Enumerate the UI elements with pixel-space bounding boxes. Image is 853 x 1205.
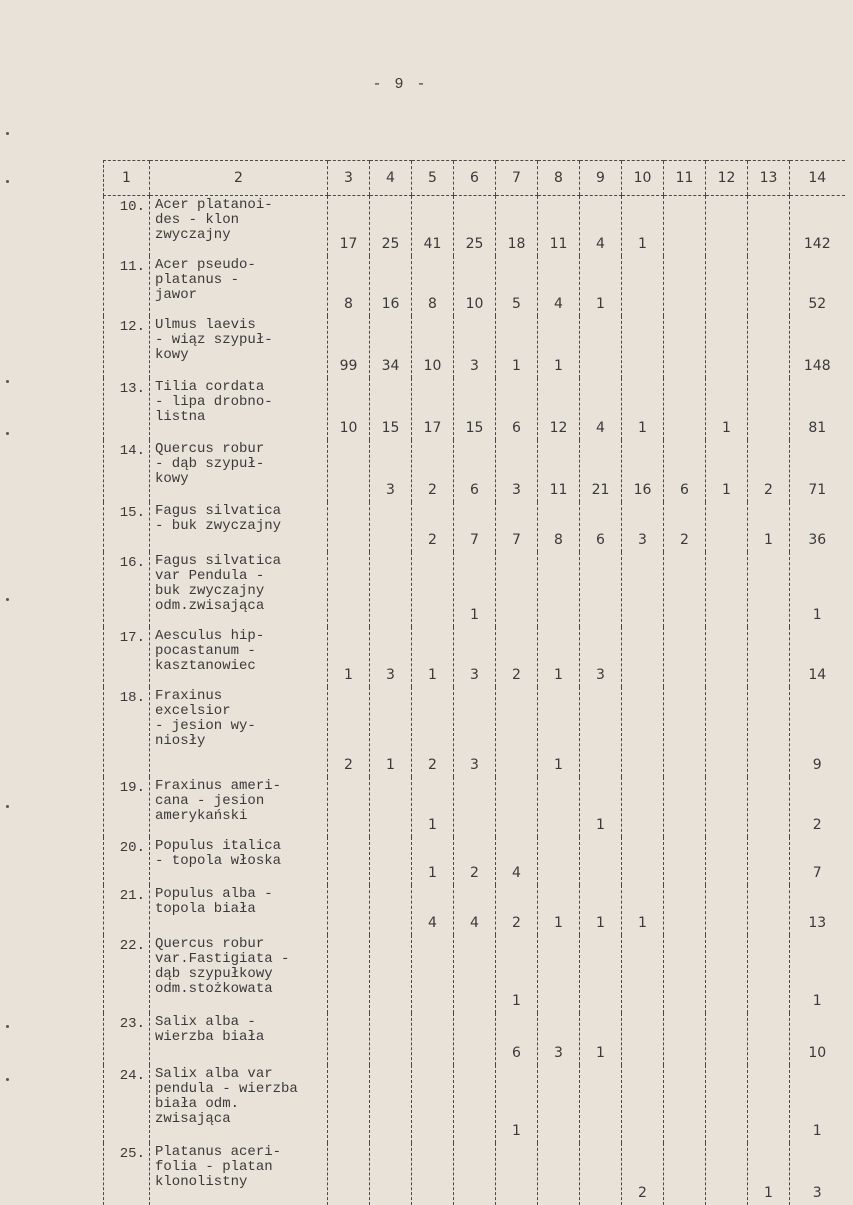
row-number: 24.	[104, 1065, 150, 1143]
species-name: Salix alba var pendula - wierzba biała odm. zwisająca	[150, 1065, 328, 1143]
count-cell	[622, 316, 664, 378]
count-cell	[748, 1013, 790, 1065]
column-header-12: 12	[706, 161, 748, 196]
count-cell	[622, 687, 664, 777]
count-cell	[328, 1065, 370, 1143]
column-header-2: 2	[150, 161, 328, 196]
count-cell: 2	[622, 1143, 664, 1205]
row-number: 19.	[104, 777, 150, 837]
row-number: 23.	[104, 1013, 150, 1065]
count-cell	[328, 1013, 370, 1065]
table-row	[104, 196, 845, 256]
count-cell: 2	[328, 687, 370, 777]
row-number: 18.	[104, 687, 150, 777]
table-row	[104, 837, 845, 885]
species-name: Acer platanoi- des - klon zwyczajny	[150, 196, 328, 256]
row-number: 21.	[104, 885, 150, 935]
count-cell: 12	[538, 378, 580, 440]
count-cell	[706, 885, 748, 935]
row-number: 11.	[104, 256, 150, 316]
count-cell	[328, 552, 370, 627]
table-row	[104, 552, 845, 627]
species-name: Populus italica - topola włoska	[150, 837, 328, 885]
column-header-13: 13	[748, 161, 790, 196]
count-cell: 1	[538, 885, 580, 935]
count-cell	[370, 1013, 412, 1065]
count-cell: 6	[454, 440, 496, 502]
count-cell	[412, 1143, 454, 1205]
row-total: 142	[790, 196, 845, 256]
count-cell	[538, 552, 580, 627]
count-cell	[412, 1065, 454, 1143]
count-cell	[412, 1013, 454, 1065]
count-cell	[664, 627, 706, 687]
count-cell	[622, 935, 664, 1013]
margin-mark	[6, 1025, 9, 1028]
count-cell	[706, 256, 748, 316]
margin-mark	[6, 805, 9, 808]
row-number: 22.	[104, 935, 150, 1013]
count-cell: 2	[496, 885, 538, 935]
row-number: 16.	[104, 552, 150, 627]
species-name: Quercus robur var.Fastigiata - dąb szypułkowy odm.stożkowata	[150, 935, 328, 1013]
count-cell: 1	[328, 627, 370, 687]
count-cell	[328, 885, 370, 935]
count-cell: 21	[580, 440, 622, 502]
count-cell: 1	[496, 316, 538, 378]
row-total: 52	[790, 256, 845, 316]
count-cell: 1	[412, 627, 454, 687]
count-cell: 3	[580, 627, 622, 687]
count-cell	[538, 1065, 580, 1143]
count-cell	[622, 1065, 664, 1143]
count-cell: 1	[496, 935, 538, 1013]
count-cell: 16	[622, 440, 664, 502]
count-cell: 1	[538, 687, 580, 777]
table-row	[104, 687, 845, 777]
count-cell: 1	[580, 885, 622, 935]
count-cell: 2	[412, 440, 454, 502]
count-cell	[748, 552, 790, 627]
column-header-9: 9	[580, 161, 622, 196]
count-cell: 6	[496, 378, 538, 440]
count-cell: 1	[706, 378, 748, 440]
count-cell: 4	[580, 196, 622, 256]
species-name: Fraxinus ameri- cana - jesion amerykański	[150, 777, 328, 837]
count-cell	[580, 687, 622, 777]
table-body	[104, 196, 845, 1205]
count-cell	[538, 1143, 580, 1205]
count-cell	[328, 777, 370, 837]
count-cell	[622, 1013, 664, 1065]
count-cell: 10	[328, 378, 370, 440]
row-total: 3	[790, 1143, 845, 1205]
count-cell	[664, 1013, 706, 1065]
count-cell	[370, 837, 412, 885]
count-cell: 6	[664, 440, 706, 502]
count-cell	[370, 552, 412, 627]
count-cell	[412, 552, 454, 627]
count-cell: 3	[622, 502, 664, 552]
count-cell	[328, 440, 370, 502]
count-cell: 3	[454, 687, 496, 777]
count-cell	[370, 885, 412, 935]
count-cell	[748, 935, 790, 1013]
count-cell	[328, 935, 370, 1013]
margin-mark	[6, 1078, 9, 1081]
count-cell	[706, 316, 748, 378]
count-cell	[622, 552, 664, 627]
row-number: 12.	[104, 316, 150, 378]
row-total: 148	[790, 316, 845, 378]
column-header-7: 7	[496, 161, 538, 196]
count-cell	[622, 837, 664, 885]
count-cell	[706, 777, 748, 837]
species-name: Fagus silvatica var Pendula - buk zwyczajny odm.zwisająca	[150, 552, 328, 627]
count-cell: 2	[412, 687, 454, 777]
table-row	[104, 1013, 845, 1065]
count-cell	[664, 256, 706, 316]
count-cell: 1	[412, 837, 454, 885]
count-cell	[370, 1065, 412, 1143]
column-header-4: 4	[370, 161, 412, 196]
row-number: 10.	[104, 196, 150, 256]
row-number: 20.	[104, 837, 150, 885]
count-cell: 41	[412, 196, 454, 256]
count-cell	[580, 1065, 622, 1143]
margin-mark	[6, 598, 9, 601]
count-cell: 4	[580, 378, 622, 440]
table-row	[104, 316, 845, 378]
count-cell	[706, 935, 748, 1013]
count-cell: 6	[580, 502, 622, 552]
count-cell: 2	[454, 837, 496, 885]
count-cell	[664, 777, 706, 837]
count-cell	[622, 777, 664, 837]
species-name: Fagus silvatica - buk zwyczajny	[150, 502, 328, 552]
header-row	[104, 161, 845, 196]
count-cell	[748, 777, 790, 837]
row-total: 10	[790, 1013, 845, 1065]
count-cell	[664, 687, 706, 777]
count-cell: 15	[454, 378, 496, 440]
count-cell: 1	[496, 1065, 538, 1143]
table-row	[104, 935, 845, 1013]
count-cell: 11	[538, 440, 580, 502]
count-cell: 3	[454, 627, 496, 687]
table-row	[104, 777, 845, 837]
count-cell: 1	[454, 552, 496, 627]
count-cell: 1	[538, 627, 580, 687]
column-header-1: 1	[104, 161, 150, 196]
count-cell: 18	[496, 196, 538, 256]
count-cell: 2	[664, 502, 706, 552]
count-cell: 1	[538, 316, 580, 378]
count-cell	[748, 1065, 790, 1143]
table-row	[104, 378, 845, 440]
count-cell: 4	[496, 837, 538, 885]
count-cell	[454, 935, 496, 1013]
count-cell	[748, 885, 790, 935]
count-cell: 8	[538, 502, 580, 552]
count-cell	[622, 256, 664, 316]
count-cell	[706, 837, 748, 885]
count-cell: 10	[454, 256, 496, 316]
count-cell: 7	[454, 502, 496, 552]
count-cell	[664, 378, 706, 440]
count-cell	[748, 196, 790, 256]
count-cell: 1	[580, 1013, 622, 1065]
count-cell	[370, 502, 412, 552]
count-cell	[706, 627, 748, 687]
species-name: Ulmus laevis - wiąz szypuł- kowy	[150, 316, 328, 378]
count-cell	[706, 1065, 748, 1143]
count-cell: 2	[412, 502, 454, 552]
count-cell: 1	[622, 378, 664, 440]
count-cell: 34	[370, 316, 412, 378]
count-cell: 1	[412, 777, 454, 837]
count-cell	[580, 552, 622, 627]
count-cell	[664, 1065, 706, 1143]
tree-inventory-table	[103, 160, 845, 1205]
count-cell: 8	[328, 256, 370, 316]
count-cell: 8	[412, 256, 454, 316]
count-cell: 1	[622, 885, 664, 935]
page-number: - 9 -	[372, 76, 428, 93]
column-header-8: 8	[538, 161, 580, 196]
row-number: 25.	[104, 1143, 150, 1205]
species-name: Fraxinus excelsior - jesion wy- niosły	[150, 687, 328, 777]
column-header-14: 14	[790, 161, 845, 196]
table-row	[104, 256, 845, 316]
count-cell	[454, 777, 496, 837]
row-total: 36	[790, 502, 845, 552]
row-number: 14.	[104, 440, 150, 502]
count-cell: 1	[622, 196, 664, 256]
count-cell	[580, 1143, 622, 1205]
count-cell	[328, 837, 370, 885]
count-cell: 5	[496, 256, 538, 316]
count-cell: 7	[496, 502, 538, 552]
count-cell: 3	[454, 316, 496, 378]
margin-mark	[6, 180, 9, 183]
count-cell	[496, 687, 538, 777]
count-cell: 1	[580, 256, 622, 316]
row-total: 1	[790, 1065, 845, 1143]
row-total: 7	[790, 837, 845, 885]
species-name: Tilia cordata - lipa drobno- listna	[150, 378, 328, 440]
count-cell	[580, 837, 622, 885]
count-cell	[538, 777, 580, 837]
count-cell: 10	[412, 316, 454, 378]
row-total: 1	[790, 552, 845, 627]
table-row	[104, 1065, 845, 1143]
column-header-11: 11	[664, 161, 706, 196]
count-cell	[748, 378, 790, 440]
count-cell: 4	[454, 885, 496, 935]
count-cell	[580, 316, 622, 378]
count-cell	[580, 935, 622, 1013]
count-cell	[664, 552, 706, 627]
count-cell	[622, 627, 664, 687]
count-cell	[496, 777, 538, 837]
species-name: Salix alba - wierzba biała	[150, 1013, 328, 1065]
species-name: Acer pseudo- platanus - jawor	[150, 256, 328, 316]
column-header-5: 5	[412, 161, 454, 196]
count-cell	[748, 627, 790, 687]
count-cell	[538, 935, 580, 1013]
count-cell	[748, 316, 790, 378]
count-cell	[370, 777, 412, 837]
margin-mark	[6, 380, 9, 383]
count-cell	[412, 935, 454, 1013]
count-cell	[706, 687, 748, 777]
row-total: 81	[790, 378, 845, 440]
count-cell: 17	[328, 196, 370, 256]
column-header-6: 6	[454, 161, 496, 196]
count-cell	[496, 552, 538, 627]
row-total: 2	[790, 777, 845, 837]
count-cell	[748, 256, 790, 316]
count-cell	[664, 1143, 706, 1205]
count-cell: 25	[370, 196, 412, 256]
count-cell: 99	[328, 316, 370, 378]
count-cell	[664, 837, 706, 885]
count-cell: 4	[412, 885, 454, 935]
count-cell	[370, 935, 412, 1013]
count-cell: 1	[706, 440, 748, 502]
species-name: Platanus aceri- folia - platan klonolistny	[150, 1143, 328, 1205]
count-cell	[706, 196, 748, 256]
count-cell: 6	[496, 1013, 538, 1065]
count-cell	[454, 1143, 496, 1205]
table-row	[104, 440, 845, 502]
count-cell	[454, 1013, 496, 1065]
column-header-10: 10	[622, 161, 664, 196]
count-cell	[664, 885, 706, 935]
table-row	[104, 627, 845, 687]
count-cell	[664, 196, 706, 256]
count-cell	[706, 502, 748, 552]
count-cell: 1	[748, 1143, 790, 1205]
row-number: 17.	[104, 627, 150, 687]
count-cell	[706, 552, 748, 627]
count-cell	[706, 1143, 748, 1205]
count-cell	[496, 1143, 538, 1205]
count-cell	[370, 1143, 412, 1205]
count-cell	[538, 837, 580, 885]
table-row	[104, 885, 845, 935]
count-cell	[328, 1143, 370, 1205]
count-cell	[748, 687, 790, 777]
count-cell: 3	[370, 627, 412, 687]
count-cell	[706, 1013, 748, 1065]
count-cell	[664, 316, 706, 378]
margin-mark	[6, 132, 9, 135]
count-cell: 1	[748, 502, 790, 552]
count-cell: 1	[370, 687, 412, 777]
table-row	[104, 502, 845, 552]
count-cell: 25	[454, 196, 496, 256]
column-header-3: 3	[328, 161, 370, 196]
count-cell: 1	[580, 777, 622, 837]
count-cell: 4	[538, 256, 580, 316]
count-cell: 3	[496, 440, 538, 502]
count-cell: 3	[370, 440, 412, 502]
count-cell: 3	[538, 1013, 580, 1065]
species-name: Aesculus hip- pocastanum - kasztanowiec	[150, 627, 328, 687]
table-row	[104, 1143, 845, 1205]
count-cell: 2	[748, 440, 790, 502]
count-cell	[328, 502, 370, 552]
count-cell: 15	[370, 378, 412, 440]
row-total: 13	[790, 885, 845, 935]
row-total: 71	[790, 440, 845, 502]
count-cell: 2	[496, 627, 538, 687]
count-cell	[664, 935, 706, 1013]
count-cell: 17	[412, 378, 454, 440]
row-number: 15.	[104, 502, 150, 552]
row-total: 14	[790, 627, 845, 687]
count-cell: 11	[538, 196, 580, 256]
row-number: 13.	[104, 378, 150, 440]
count-cell	[748, 837, 790, 885]
count-cell: 16	[370, 256, 412, 316]
count-cell	[454, 1065, 496, 1143]
row-total: 1	[790, 935, 845, 1013]
species-name: Populus alba - topola biała	[150, 885, 328, 935]
row-total: 9	[790, 687, 845, 777]
species-name: Quercus robur - dąb szypuł- kowy	[150, 440, 328, 502]
margin-mark	[6, 432, 9, 435]
